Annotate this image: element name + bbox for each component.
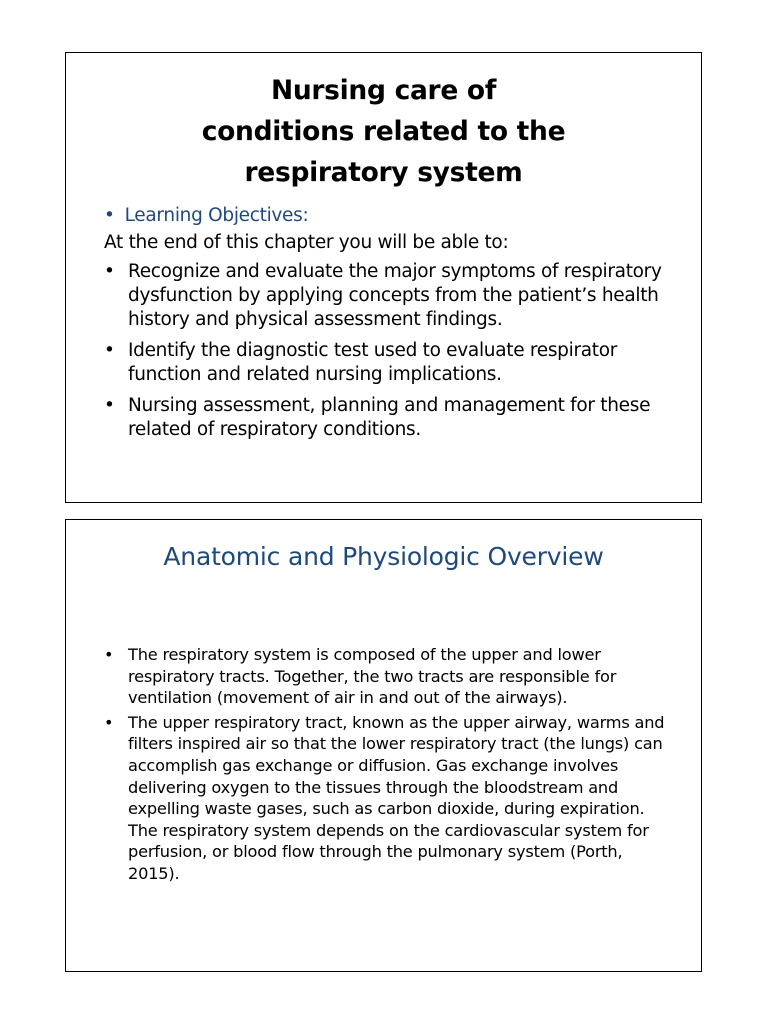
list-item (66, 260, 701, 332)
title-line: respiratory system (244, 157, 523, 188)
title-line: Nursing care of (270, 75, 497, 106)
bullet-glyph: • (104, 712, 114, 732)
list-item-text: Recognize and evaluate the major symptoms of respiratory dysfunction by applying concepts from the patient’s health history and physical assessment findings. (128, 261, 662, 330)
bullet-glyph: • (104, 261, 115, 282)
slide-2-title: Anatomic and Physiologic Overview (163, 542, 604, 571)
learning-objectives-heading (104, 204, 701, 228)
objectives-list (66, 260, 701, 442)
bullet-glyph: • (104, 340, 115, 361)
objectives-intro: At the end of this chapter you will be able to: (104, 232, 509, 253)
learning-objectives-label: Learning Objectives: (124, 205, 309, 226)
list-item (66, 644, 701, 709)
bullet-glyph: • (104, 395, 115, 416)
list-item (66, 712, 701, 885)
title-line: conditions related to the (201, 116, 566, 147)
list-item (66, 339, 701, 387)
slide-1 (65, 52, 702, 503)
list-item-text: The upper respiratory tract, known as the upper airway, warms and filters inspired air so that the lower respiratory tract (the lungs) can accomplish gas exchange or diffusion. Gas exchange involves delivering oxygen to the tissues through the bloodstream and expelling waste gases, such as carbon dioxide, during expiration. The respiratory system depends on the cardiovascular system for perfusion, or blood flow through the pulmonary system (Porth, 2015). (128, 712, 665, 883)
list-item (66, 394, 701, 442)
list-item-text: Nursing assessment, planning and management for these related of respiratory conditions. (128, 395, 651, 440)
overview-list (66, 644, 701, 885)
list-item-text: The respiratory system is composed of the upper and lower respiratory tracts. Together, the two tracts are responsible for ventilation (movement of air in and out of the airways). (128, 645, 617, 708)
list-item-text: Identify the diagnostic test used to evaluate respirator function and related nursing implications. (128, 340, 618, 385)
slide-1-title (66, 70, 701, 193)
bullet-glyph: • (104, 645, 114, 664)
slide-2 (65, 519, 702, 972)
bullet-glyph: • (104, 205, 115, 226)
